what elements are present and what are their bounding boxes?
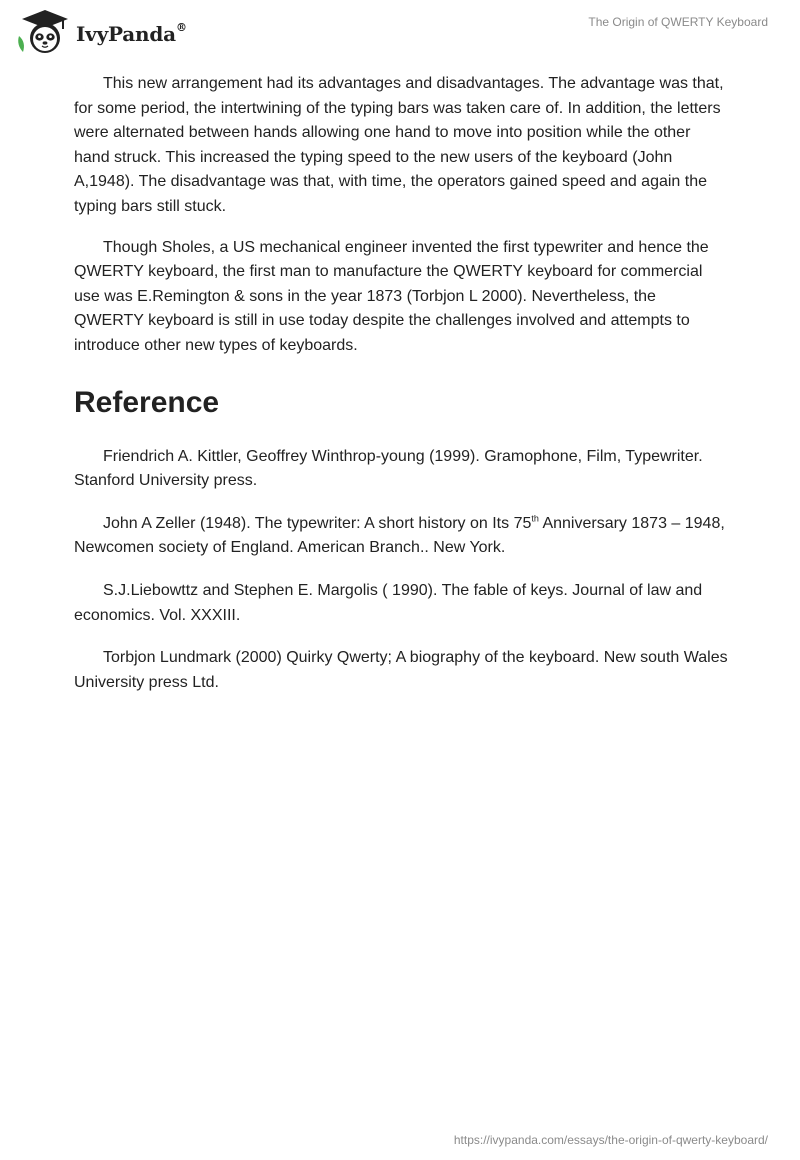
reference-item-2-text-end: Anniversary 1873 – 1948, Newcomen society of England. American Branch.. New York. bbox=[74, 514, 725, 557]
body-paragraph-2: Though Sholes, a US mechanical engineer invented the first typewriter and hence the QWERTY keyboard, the first man to manufacture the QWERTY keyboard for commercial use was E.Remington & sons in the year 1873 (Torbjon L 2000). Nevertheless, the QWERTY keyboard is still in use today despite the challenges involved and attempts to introduce other new types of keyboards. bbox=[74, 238, 709, 354]
reference-item-4: Torbjon Lundmark (2000) Quirky Qwerty; A biography of the keyboard. New south Wales University press Ltd. bbox=[74, 649, 728, 691]
essay-content bbox=[74, 72, 730, 713]
reference-item-3: S.J.Liebowttz and Stephen E. Margolis ( 1990). The fable of keys. Journal of law and economics. Vol. XXXIII. bbox=[74, 581, 703, 624]
references-heading: Reference bbox=[74, 385, 220, 419]
document-title: The Origin of QWERTY Keyboard bbox=[588, 15, 768, 29]
ivypanda-logo[interactable] bbox=[16, 8, 187, 56]
body-paragraph-1: This new arrangement had its advantages and disadvantages. The advantage was that, for some period, the intertwining of the typing bars was taken care of. In addition, the letters were alternated between hands allowing one hand to move into position while the other hand struck. This increased the typing speed to the new users of the keyboard (John A,1948). The disadvantage was that, with time, the operators gained speed and again the typing bars still stuck. bbox=[74, 75, 724, 215]
source-url[interactable]: https://ivypanda.com/essays/the-origin-of-qwerty-keyboard/ bbox=[453, 1133, 768, 1147]
page-header bbox=[0, 0, 800, 60]
brand-name: IvyPanda® bbox=[76, 21, 187, 46]
ordinal-suffix: th bbox=[531, 513, 539, 524]
registered-mark: ® bbox=[175, 21, 187, 35]
panda-graduate-icon bbox=[16, 8, 74, 56]
reference-item-1: Friendrich A. Kittler, Geoffrey Winthrop-young (1999). Gramophone, Film, Typewriter. Stanford University press. bbox=[74, 447, 703, 490]
reference-item-2 bbox=[74, 512, 730, 561]
reference-item-2-text: John A Zeller (1948). The typewriter: A short history on Its 75 bbox=[103, 514, 532, 532]
